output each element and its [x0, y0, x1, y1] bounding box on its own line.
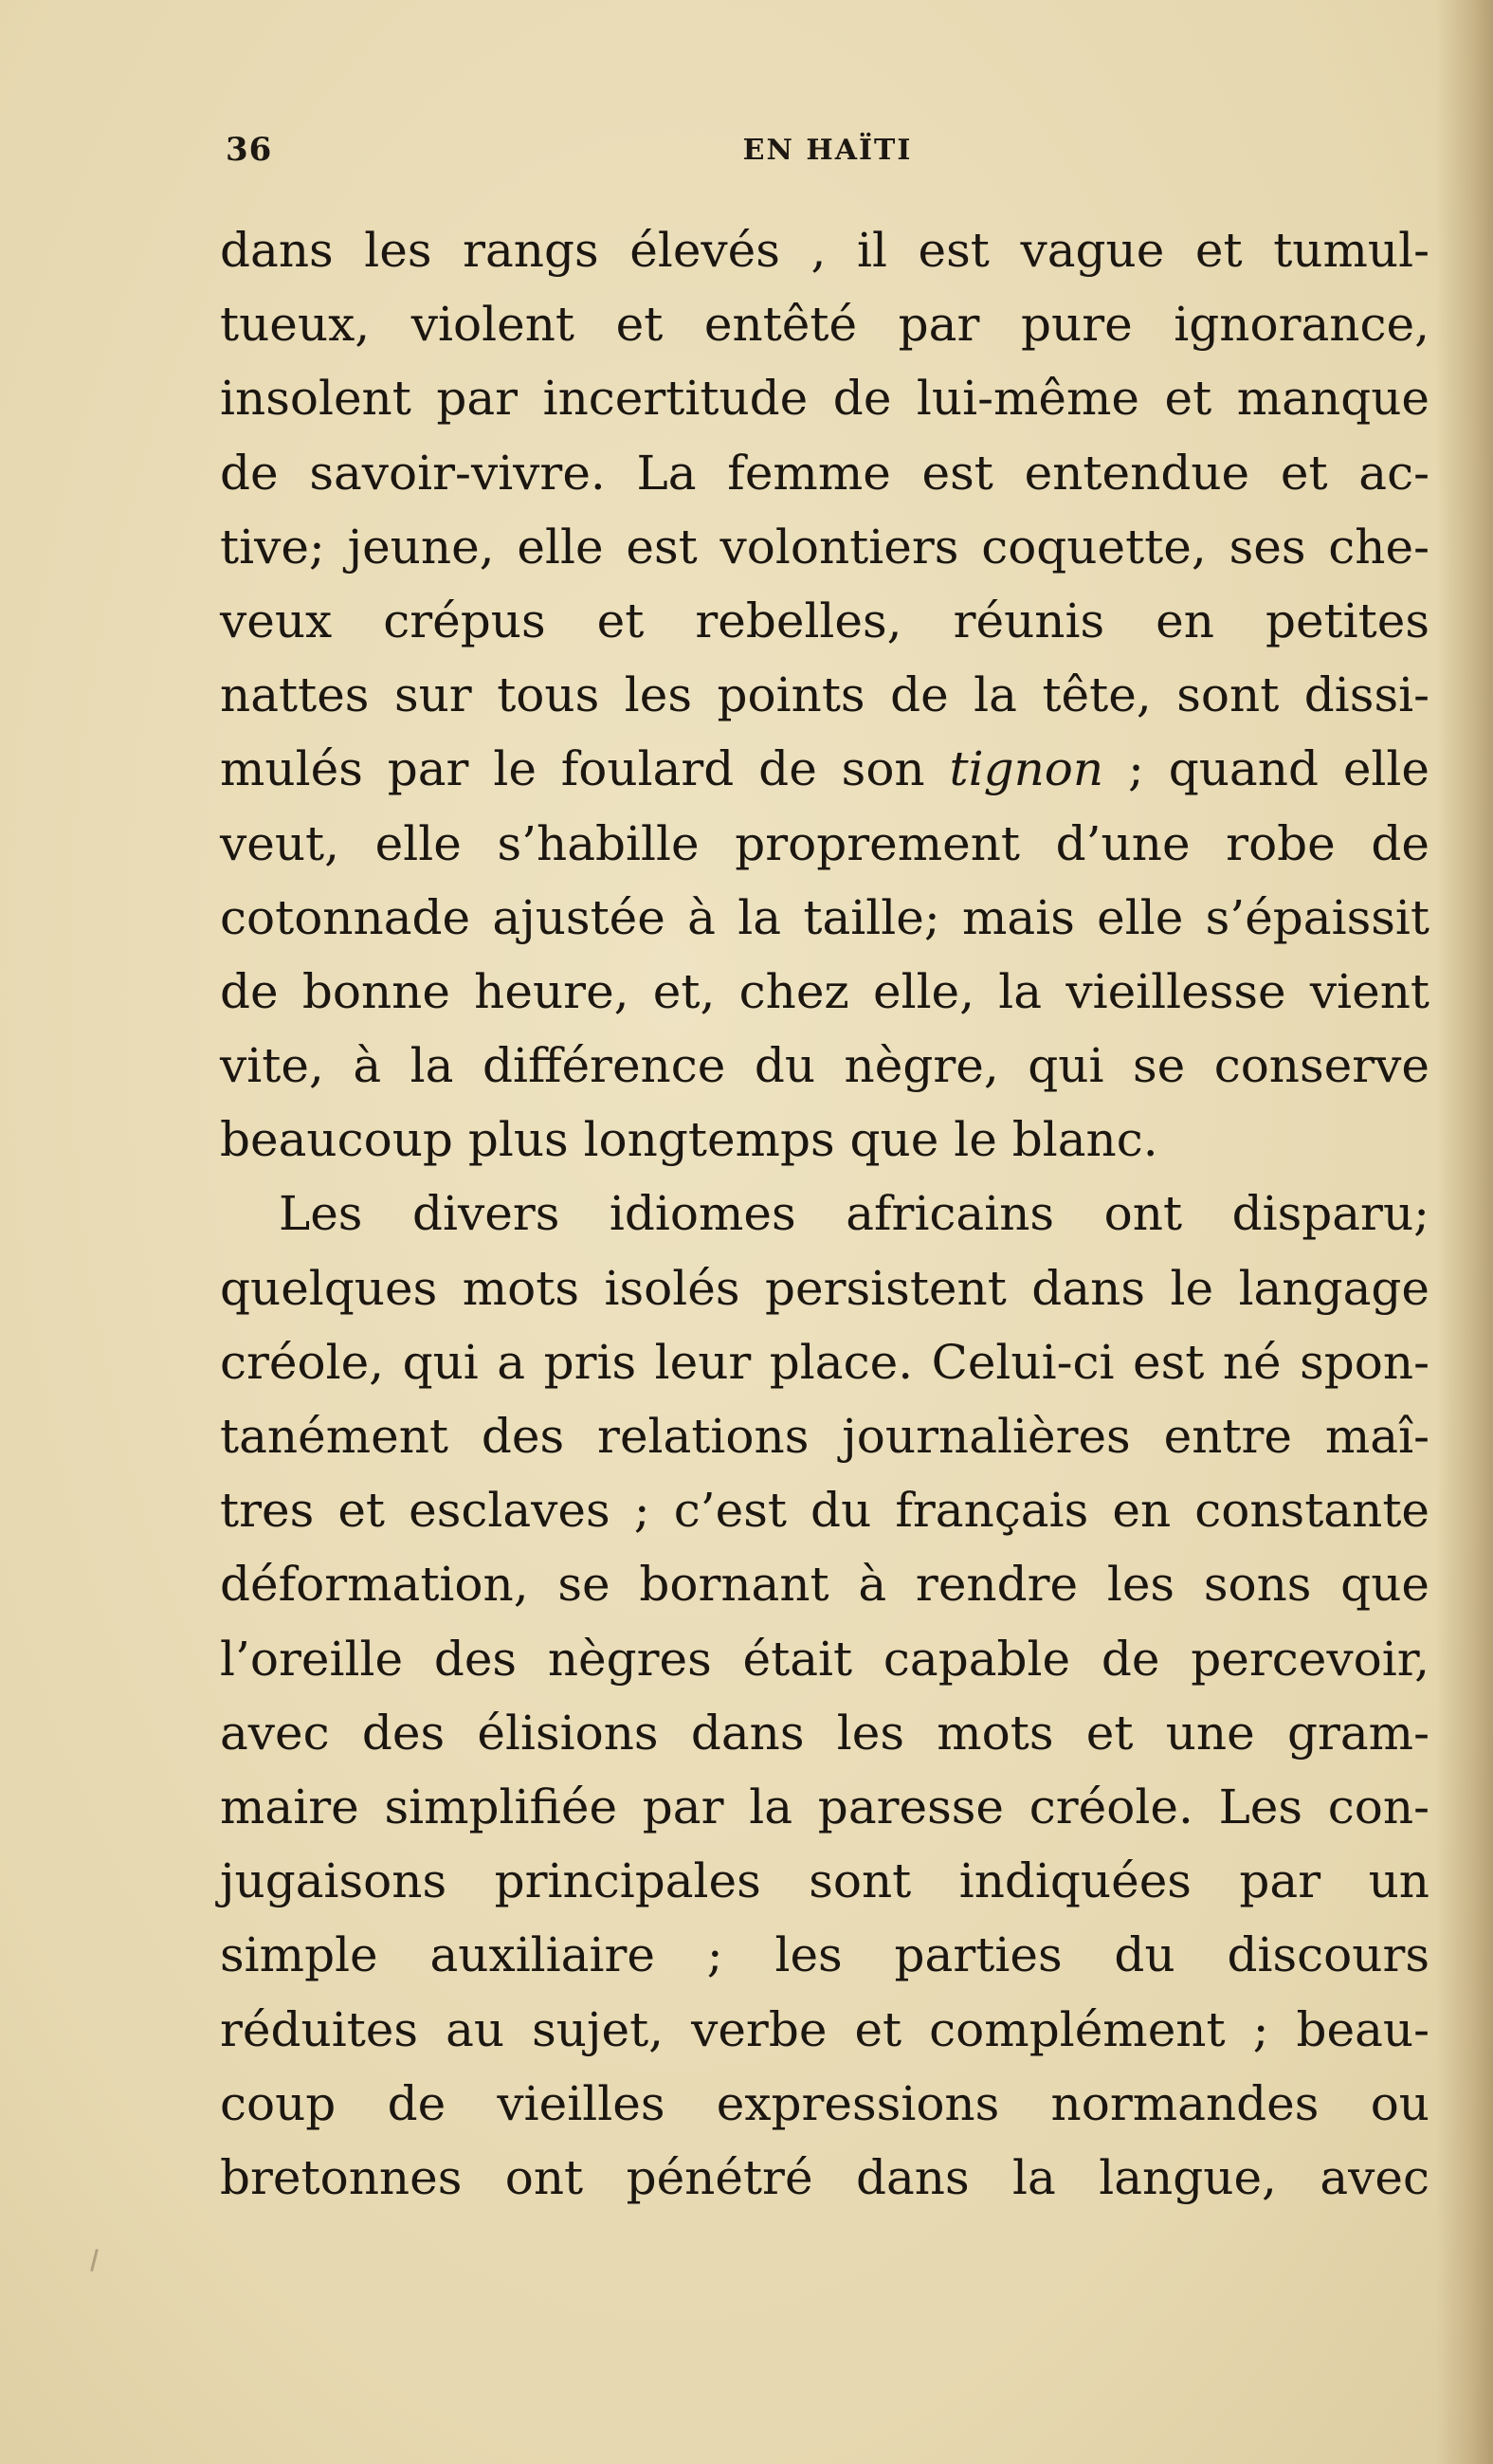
text-line: tive; jeune, elle est volontiers coquette, ses che- — [220, 519, 1429, 575]
text-line: tueux, violent et entêté par pure ignorance, — [220, 297, 1429, 353]
text-line: tanément des relations journalières entre maî- — [220, 1409, 1429, 1464]
text-line: veux crépus et rebelles, réunis en petites — [220, 593, 1429, 648]
text-line: l’oreille des nègres était capable de percevoir, — [220, 1631, 1429, 1687]
text-line: réduites au sujet, verbe et complément ; beau- — [220, 2001, 1429, 2057]
paragraph-last-line: beaucoup plus longtemps que le blanc. — [220, 1112, 1158, 1168]
text-line-with-italic — [220, 732, 1429, 806]
text-fragment: ; quand elle — [1103, 741, 1429, 797]
page-edge-shadow — [1436, 0, 1493, 2464]
text-line: maire simplifiée par la paresse créole. Les con- — [220, 1779, 1429, 1834]
text-line: simple auxiliaire ; les parties du discours — [220, 1927, 1429, 1983]
text-line: veut, elle s’habille proprement d’une robe de — [220, 815, 1429, 871]
text-line: vite, à la différence du nègre, qui se conserve — [220, 1038, 1429, 1094]
text-line: coup de vieilles expressions normandes ou — [220, 2075, 1429, 2131]
text-fragment: mulés par le foulard de son — [220, 741, 950, 797]
text-line: quelques mots isolés persistent dans le langage — [220, 1260, 1429, 1316]
text-line: de bonne heure, et, chez elle, la vieillesse vient — [220, 963, 1429, 1019]
text-line: créole, qui a pris leur place. Celui-ci est né spon- — [220, 1334, 1429, 1390]
paragraph-first-line: Les divers idiomes africains ont disparu; — [279, 1186, 1429, 1242]
italic-word: tignon — [949, 741, 1104, 797]
text-line: bretonnes ont pénétré dans la langue, avec — [220, 2149, 1429, 2205]
body-text — [220, 213, 1429, 2215]
page-number: 36 — [226, 131, 273, 169]
text-line: dans les rangs élevés , il est vague et tumul- — [220, 223, 1429, 278]
text-line: nattes sur tous les points de la tête, sont dissi- — [220, 667, 1429, 723]
text-line: déformation, se bornant à rendre les sons que — [220, 1557, 1429, 1613]
text-line: avec des élisions dans les mots et une gram- — [220, 1705, 1429, 1761]
text-line: tres et esclaves ; c’est du français en constante — [220, 1483, 1429, 1539]
running-head — [226, 131, 1429, 178]
text-line: jugaisons principales sont indiquées par un — [220, 1853, 1429, 1909]
text-line: de savoir-vivre. La femme est entendue et ac- — [220, 445, 1429, 501]
text-line: cotonnade ajustée à la taille; mais elle s’épaissit — [220, 889, 1429, 945]
running-title: EN HAÏTI — [742, 134, 913, 167]
text-line: insolent par incertitude de lui-même et manque — [220, 371, 1429, 427]
scan-speck — [90, 2249, 99, 2272]
